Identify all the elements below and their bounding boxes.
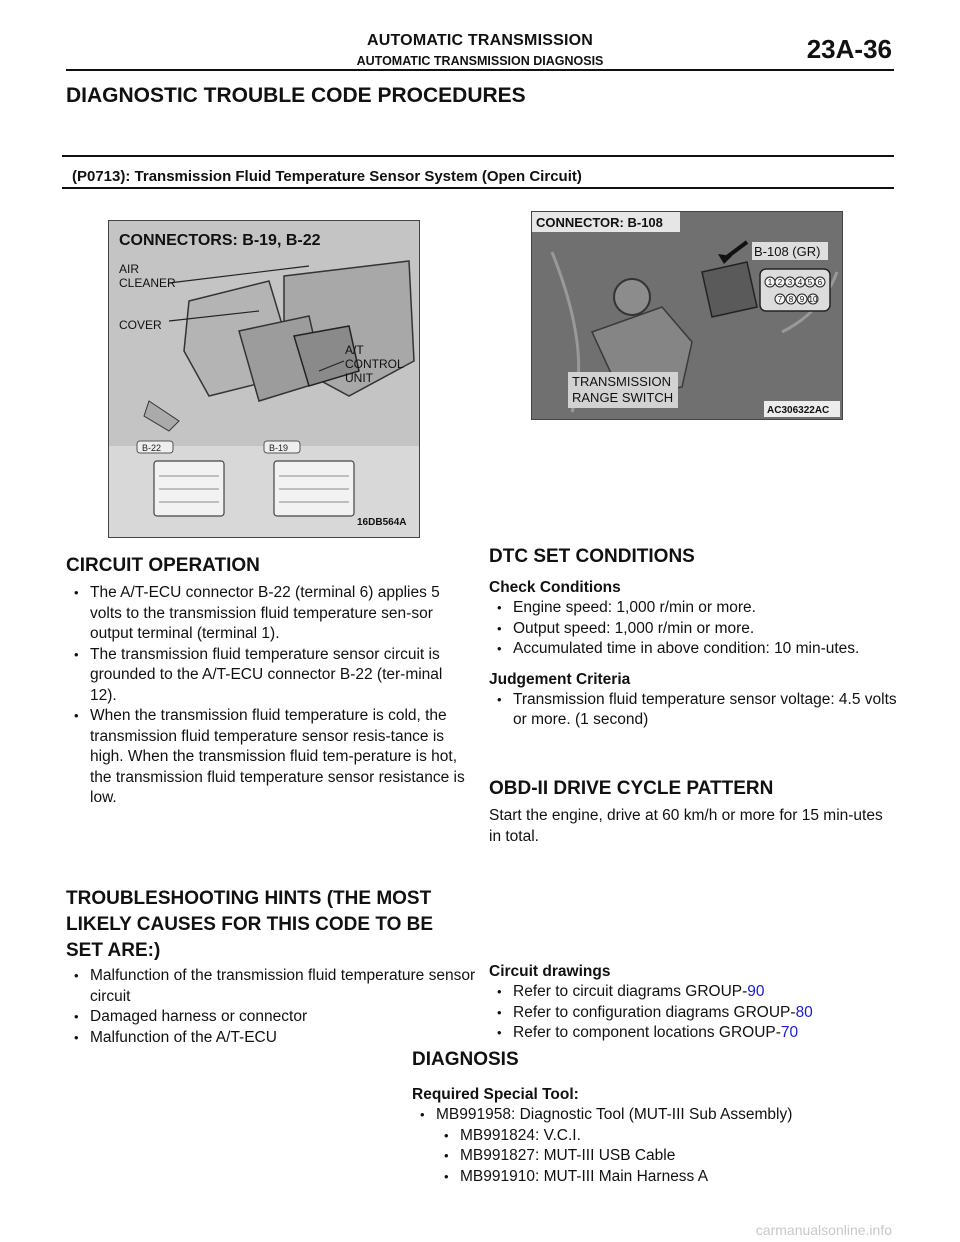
dtc-rule-top [62,155,894,157]
connector-pin-label: 5 [807,278,813,287]
obd-title: OBD-II DRIVE CYCLE PATTERN [489,778,774,799]
fig-left-conn-b19-label: B-19 [269,443,289,453]
troubleshooting-title-line2: LIKELY CAUSES FOR THIS CODE TO BE [66,914,434,935]
connector-pin-label: 3 [787,278,793,287]
page-number: 23A-36 [806,34,892,64]
list-item: • MB991910: MUT-III Main Harness A [436,1167,892,1188]
header-title: AUTOMATIC TRANSMISSION [366,32,594,49]
list-item: • MB991824: V.C.I. [436,1126,892,1147]
troubleshooting-title-line3: SET ARE:) [66,940,161,961]
connector-pin-label: 6 [817,278,823,287]
connector-pin-label: 4 [797,278,803,287]
header-rule [66,69,894,71]
group-90-link[interactable]: 90 [747,983,765,1000]
fig-left-heading: CONNECTORS: B-19, B-22 [119,232,321,249]
list-item [489,1003,899,1024]
list-item: • When the transmission fluid temperature is cold, the transmission fluid temperature sensor resis-tance is high. When the transmission fluid tem-perature is hot, the transmission fluid temperature sensor resistance is low. [66,706,466,809]
troubleshooting-title [66,886,476,964]
connector-pin-label: 1 [767,278,773,287]
circuit-drawings-list [489,982,899,1044]
list-item: • Output speed: 1,000 r/min or more. [489,619,899,640]
figure-connector-b108 [531,211,843,420]
fig-left-conn-b22-label: B-22 [142,443,162,453]
component-locations-ref: Refer to component locations GROUP- [513,1024,781,1041]
watermark: carmanualsonline.info [755,1222,892,1238]
check-conditions-title: Check Conditions [489,579,621,596]
obd-text: Start the engine, drive at 60 km/h or more for 15 min-utes in total. [489,807,883,845]
list-item: • MB991958: Diagnostic Tool (MUT-III Sub Assembly) [412,1105,892,1126]
section-obd-drive-cycle [489,778,899,847]
list-item [489,1023,899,1044]
fig-right-label-trans: TRANSMISSION [572,374,671,389]
connector-pin-label: 2 [777,278,783,287]
section-dtc-set-conditions [489,546,899,731]
circuit-operation-title: CIRCUIT OPERATION [66,555,260,576]
figure-connectors-b19-b22 [108,220,420,538]
required-tool-list [412,1105,892,1126]
list-item: • Malfunction of the transmission fluid temperature sensor circuit [66,966,476,1007]
judgement-criteria-list [489,690,899,731]
troubleshooting-list [66,966,476,1048]
dtc-set-title: DTC SET CONDITIONS [489,546,695,567]
required-tool-title: Required Special Tool: [412,1086,579,1103]
fig-left-label-air: AIR [119,262,140,276]
fig-left-label-unit: UNIT [345,371,373,385]
dtc-title: (P0713): Transmission Fluid Temperature Sensor System (Open Circuit) [72,168,582,185]
connector-pin-label: 9 [799,295,805,304]
fig-left-code: 16DB564A [357,517,407,528]
section-troubleshooting-hints [66,886,476,1048]
configuration-diagrams-ref: Refer to configuration diagrams GROUP- [513,1003,796,1021]
circuit-operation-list [66,583,466,809]
connector-pin-label: 10 [808,295,818,304]
group-70-link[interactable]: 70 [780,1024,799,1041]
fig-left-label-at: A/T [345,343,364,357]
fig-right-label-range: RANGE SWITCH [572,390,674,405]
list-item: • Damaged harness or connector [66,1007,476,1028]
header-subtitle: AUTOMATIC TRANSMISSION DIAGNOSIS [356,54,604,68]
fig-right-heading: CONNECTOR: B-108 [536,215,663,230]
diagnosis-title: DIAGNOSIS [412,1049,519,1070]
list-item [489,982,899,1003]
section-diagnosis [412,1049,892,1187]
connector-pin-label: 8 [788,295,794,304]
list-item: • Transmission fluid temperature sensor voltage: 4.5 volts or more. (1 second) [489,690,899,731]
fig-left-label-cleaner: CLEANER [119,276,176,290]
troubleshooting-title-line1: TROUBLESHOOTING HINTS (THE MOST [66,888,432,909]
list-item: • Malfunction of the A/T-ECU [66,1028,476,1049]
section-circuit-operation [66,555,466,809]
connector-pin-label: 7 [777,295,783,304]
fig-right-label-b108: B-108 (GR) [754,244,821,259]
fig-left-label-control: CONTROL [345,357,404,371]
check-conditions-list [489,598,899,660]
fig-right-code: AC306322AC [767,405,830,416]
required-tool-sublist [412,1126,892,1188]
circuit-drawings-title: Circuit drawings [489,963,611,980]
dtc-rule-bottom [62,187,894,189]
list-item: • The A/T-ECU connector B-22 (terminal 6) applies 5 volts to the transmission fluid temperature sen-sor output terminal (terminal 1). [66,583,466,645]
group-80-link[interactable]: 80 [795,1003,813,1021]
list-item: • Accumulated time in above condition: 10 min-utes. [489,639,899,660]
list-item: • The transmission fluid temperature sensor circuit is grounded to the A/T-ECU connector B-22 (ter-minal 12). [66,645,466,707]
list-item: • Engine speed: 1,000 r/min or more. [489,598,899,619]
circuit-diagrams-ref: Refer to circuit diagrams GROUP- [513,983,748,1000]
list-item: • MB991827: MUT-III USB Cable [436,1146,892,1167]
fig-left-label-cover: COVER [119,318,162,332]
judgement-criteria-title: Judgement Criteria [489,670,631,688]
page-title: DIAGNOSTIC TROUBLE CODE PROCEDURES [66,84,526,107]
section-circuit-drawings [489,962,899,1044]
